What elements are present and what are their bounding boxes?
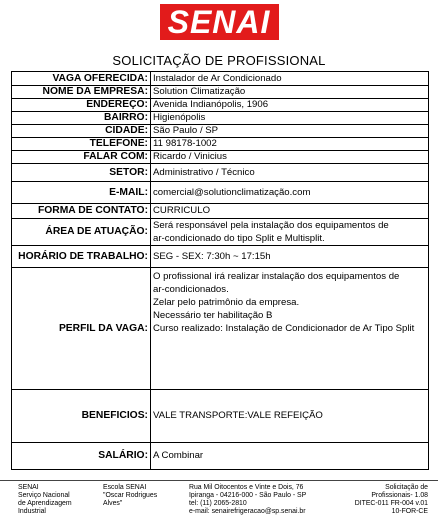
row-perfil (12, 268, 429, 390)
footer-text: e-mail: senairefrigeracao@sp.senai.br (189, 508, 306, 515)
footer-text: Ipiranga - 04216-000 - São Paulo - SP (189, 492, 307, 499)
perfil-line: Necessário ter habilitação B (153, 310, 273, 321)
field-label: PERFIL DA VAGA: (12, 268, 151, 390)
field-value: São Paulo / SP (151, 125, 429, 138)
field-label: ENDEREÇO: (12, 99, 151, 112)
perfil-line: ar-condicionados. (153, 284, 229, 295)
field-value: Solution Climatização (151, 86, 429, 99)
row-email (12, 182, 429, 204)
row-telefone (12, 138, 429, 151)
row-empresa (12, 86, 429, 99)
logo-container (0, 4, 438, 40)
row-endereco (12, 99, 429, 112)
field-label: E-MAIL: (12, 182, 151, 204)
row-forma-contato (12, 204, 429, 219)
row-salario (12, 443, 429, 470)
footer-senai-info (18, 484, 72, 516)
footer-text: 10-FOR-CE (391, 508, 428, 515)
field-label: BENEFICIOS: (12, 390, 151, 443)
field-value: Ricardo / Vinicius (151, 151, 429, 164)
field-value: VALE TRANSPORTE:VALE REFEIÇÃO (151, 390, 429, 443)
footer-text: Alves" (103, 500, 123, 507)
row-beneficios (12, 390, 429, 443)
footer-text: de Aprendizagem (18, 500, 72, 507)
field-value: 11 98178-1002 (151, 138, 429, 151)
footer-text: Industrial (18, 508, 46, 515)
logo-text: SENAI (167, 4, 271, 40)
footer-text: Escola SENAI (103, 484, 147, 491)
field-value: SEG - SEX: 7:30h ~ 17:15h (151, 246, 429, 268)
field-value: comercial@solutionclimatização.com (151, 182, 429, 204)
field-label: FALAR COM: (12, 151, 151, 164)
perfil-line: Zelar pelo patrimônio da empresa. (153, 297, 300, 308)
footer-form-code (355, 484, 428, 516)
area-line: ar-condicionado do tipo Split e Multisplit. (153, 233, 325, 244)
field-value: Administrativo / Técnico (151, 164, 429, 182)
field-value (151, 268, 429, 390)
field-label: ÁREA DE ATUAÇÃO: (12, 219, 151, 246)
footer-text: DITEC-011 FR-004 v.01 (354, 500, 428, 507)
footer-text: tel: (11) 2065-2810 (189, 500, 247, 507)
footer-text: Serviço Nacional (18, 492, 70, 499)
page-title: SOLICITAÇÃO DE PROFISSIONAL (112, 53, 326, 68)
field-label: NOME DA EMPRESA: (12, 86, 151, 99)
footer-text: "Oscar Rodrigues (103, 492, 158, 499)
field-label: BAIRRO: (12, 112, 151, 125)
row-cidade (12, 125, 429, 138)
field-value: Avenida Indianópolis, 1906 (151, 99, 429, 112)
perfil-line: Curso realizado: Instalação de Condicionador de Ar Tipo Split (153, 323, 415, 334)
field-label: CIDADE: (12, 125, 151, 138)
footer-text: Profissionais- 1.08 (371, 492, 428, 499)
footer-text: SENAI (18, 484, 39, 491)
footer-address-info (189, 484, 306, 516)
senai-logo (160, 4, 279, 40)
field-label: FORMA DE CONTATO: (12, 204, 151, 219)
page-footer (0, 480, 438, 526)
row-area-atuacao (12, 219, 429, 246)
field-value: Instalador de Ar Condicionado (151, 72, 429, 86)
row-bairro (12, 112, 429, 125)
row-horario (12, 246, 429, 268)
row-falar-com (12, 151, 429, 164)
field-label: VAGA OFERECIDA: (12, 72, 151, 86)
area-line: Será responsável pela instalação dos equipamentos de (153, 220, 389, 231)
field-label: HORÁRIO DE TRABALHO: (12, 246, 151, 268)
field-value: A Combinar (151, 443, 429, 470)
request-form-table (11, 71, 429, 470)
field-label: SETOR: (12, 164, 151, 182)
footer-text: Solicitação de (385, 484, 428, 491)
field-value (151, 219, 429, 246)
field-label: TELEFONE: (12, 138, 151, 151)
row-setor (12, 164, 429, 182)
field-value: CURRICULO (151, 204, 429, 219)
footer-school-info (103, 484, 157, 508)
footer-text: Rua Mil Oitocentos e Vinte e Dois, 76 (189, 484, 304, 491)
field-label: SALÁRIO: (12, 443, 151, 470)
field-value: Higienópolis (151, 112, 429, 125)
perfil-line: O profissional irá realizar instalação dos equipamentos de (153, 271, 400, 282)
row-vaga (12, 72, 429, 86)
